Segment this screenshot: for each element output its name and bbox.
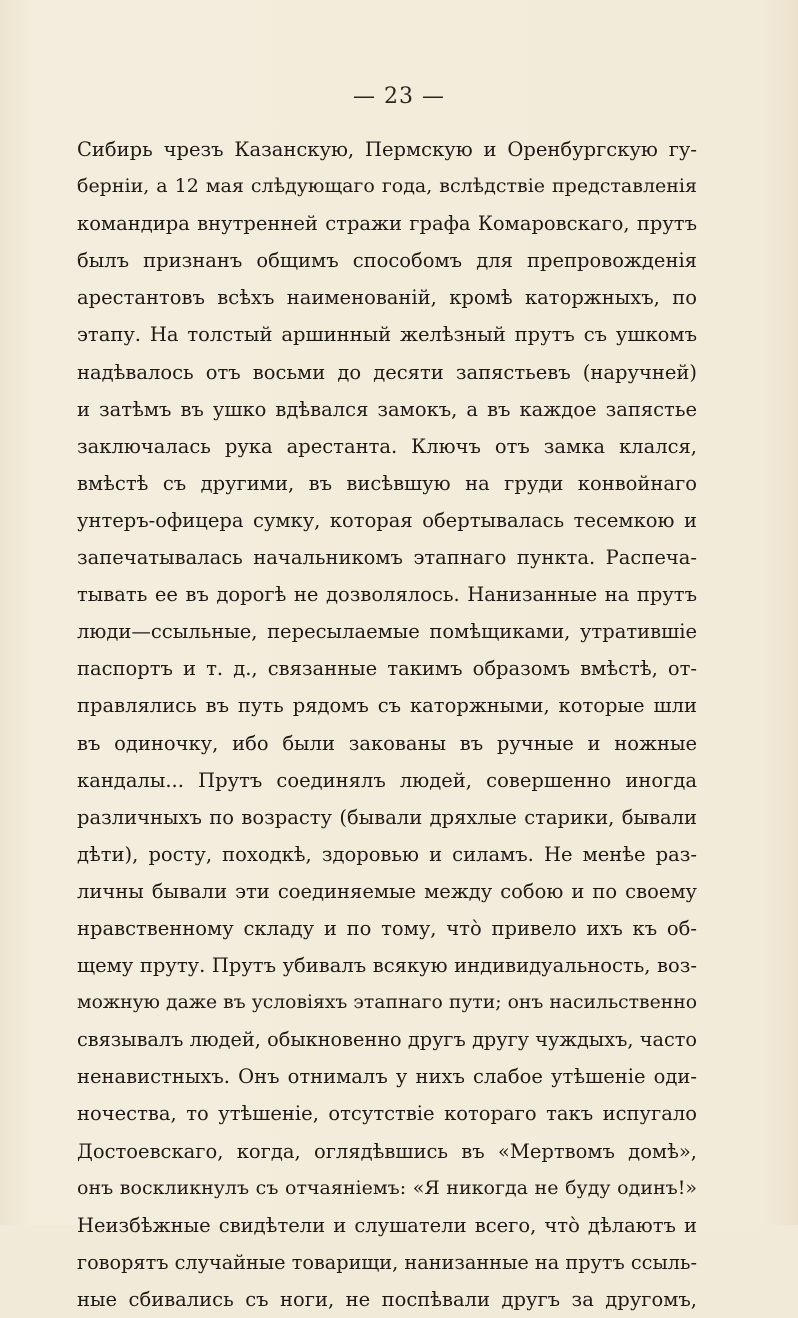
text-line: берніи, а 12 мая слѣдующаго года, вслѣдствіе представленія bbox=[77, 175, 697, 198]
text-line: связывалъ людей, обыкновенно другъ другу чуждыхъ, часто bbox=[77, 1028, 697, 1052]
text-line: различныхъ по возрасту (бывали дряхлые старики, бывали bbox=[77, 805, 697, 829]
text-line: можную даже въ условіяхъ этапнаго пути; онъ насильственно bbox=[77, 992, 697, 1014]
body-text bbox=[77, 131, 697, 1318]
text-line: онъ воскликнулъ съ отчаяніемъ: «Я никогда не буду одинъ!» bbox=[77, 1176, 697, 1199]
text-line: дѣти), росту, походкѣ, здоровью и силамъ. Не менѣе раз- bbox=[77, 842, 697, 866]
text-line: люди—ссыльные, пересылаемые помѣщиками, утратившіе bbox=[77, 620, 697, 644]
text-line: въ одиночку, ибо были закованы въ ручные и ножные bbox=[77, 731, 697, 755]
text-line: надѣвалось отъ восьми до десяти запястьевъ (наручней) bbox=[77, 360, 697, 384]
text-line: и затѣмъ въ ушко вдѣвался замокъ, а въ каждое запястье bbox=[77, 397, 697, 421]
page-number: — 23 — bbox=[353, 84, 445, 109]
text-line: ные сбивались съ ноги, не поспѣвали другъ за другомъ, bbox=[77, 1287, 697, 1311]
text-line: нравственному складу и по тому, что̀ привело ихъ къ об- bbox=[77, 916, 697, 940]
text-line: Достоевскаго, когда, оглядѣвшись въ «Мертвомъ домѣ», bbox=[77, 1139, 697, 1163]
text-line: заключалась рука арестанта. Ключъ отъ замка клался, bbox=[77, 434, 697, 458]
text-line: говорятъ случайные товарищи, нанизанные на прутъ ссыль- bbox=[77, 1250, 697, 1274]
text-line: ночества, то утѣшеніе, отсутствіе котораго такъ испугало bbox=[77, 1102, 697, 1126]
text-line: былъ признанъ общимъ способомъ для препровожденія bbox=[77, 249, 697, 273]
text-line: ненавистныхъ. Онъ отнималъ у нихъ слабое утѣшеніе оди- bbox=[77, 1065, 697, 1089]
text-line: тывать ее въ дорогѣ не дозволялось. Нанизанные на прутъ bbox=[77, 583, 697, 607]
text-line: арестантовъ всѣхъ наименованій, кромѣ каторжныхъ, по bbox=[77, 286, 697, 310]
text-line: Сибирь чрезъ Казанскую, Пермскую и Оренбургскую гу- bbox=[77, 138, 697, 161]
text-line: паспортъ и т. д., связанные такимъ образомъ вмѣстѣ, от- bbox=[77, 657, 697, 681]
text-line: командира внутренней стражи графа Комаровскаго, прутъ bbox=[77, 212, 697, 236]
text-line: кандалы... Прутъ соединялъ людей, совершенно иногда bbox=[77, 768, 697, 792]
text-line: личны бывали эти соединяемые между собою и по своему bbox=[77, 879, 697, 903]
text-line: Неизбѣжные свидѣтели и слушатели всего, что̀ дѣлаютъ и bbox=[77, 1213, 697, 1237]
text-line: правлялись въ путь рядомъ съ каторжными, которые шли bbox=[77, 694, 697, 718]
text-line: запечатывалась начальникомъ этапнаго пункта. Распеча- bbox=[77, 546, 697, 570]
text-line: этапу. На толстый аршинный желѣзный прутъ съ ушкомъ bbox=[77, 323, 697, 347]
text-line: щему пруту. Прутъ убивалъ всякую индивидуальность, воз- bbox=[77, 954, 697, 978]
text-line: вмѣстѣ съ другими, въ висѣвшую на груди конвойнаго bbox=[77, 471, 697, 495]
text-line: унтеръ-офицера сумку, которая обертывалась тесемкою и bbox=[77, 508, 697, 532]
